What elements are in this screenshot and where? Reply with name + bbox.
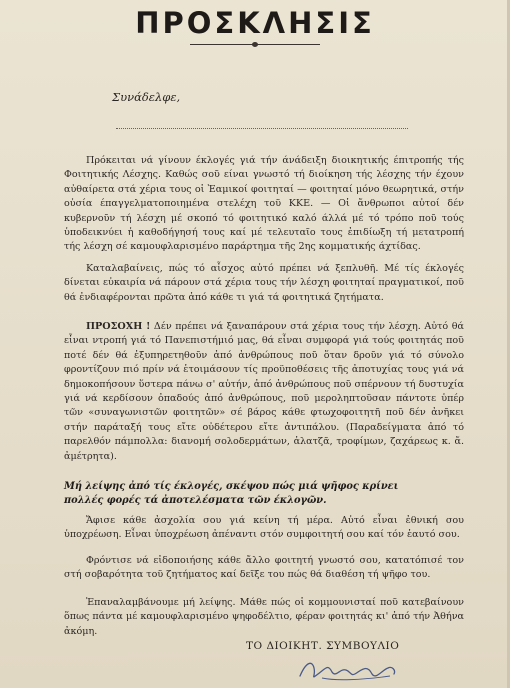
signoff: ΤΟ ΔΙΟΙΚΗΤ. ΣΥΜΒΟΥΛΙΟ: [246, 640, 400, 652]
paragraph-1: [64, 154, 464, 261]
dotted-fill-line: [116, 128, 408, 129]
page-title: ΠΡΟΣΚΛΗΣΙΣ: [135, 6, 375, 40]
notice-paragraph: [64, 320, 464, 470]
notice-lead: ΠΡΟΣΟΧΗ !: [86, 321, 151, 332]
salutation: Συνάδελφε,: [112, 90, 181, 104]
paragraph-2: [64, 262, 464, 311]
paragraph-5: [64, 554, 464, 589]
paragraph-4-text: Ἄφισε κάθε ἀσχολία σου γιά κείνη τή μέρα. Αὐτό εἶναι ἐθνική σου ὑποχρέωση. Εἶναι ὑποχρέωση ἀπέναντι στόν συμφοιτητή σου καί τόν ἑαυτό σου.: [64, 515, 464, 541]
paragraph-5-text: Φρόντισε νά εἰδοποιήσης κάθε ἄλλο φοιτητή γνωστό σου, κατατόπισέ τον στή σοβαρότητα τοῦ ζητήματος καί δεῖξε του πώς θά διαθέση τή ψῆφο του.: [64, 555, 464, 581]
notice-text: Δέν πρέπει νά ξαναπάρουν στά χέρια τους τήν λέσχη. Αὐτό θά εἶναι ντροπή γιά τό Πανεπιστήμιό μας, θά εἶναι συμφορά γιά τούς φοιτητάς ποῦ ποτέ δέν θά ἐξυπηρετηθοῦν ἀπό ἀνθρώπους ποῦ ὅταν δροῦν γιά τό σύνολο φροντίζουν πιό πρίν νά ἑτοιμάσουν τίς προϋποθέσεις τῆς ἀποτυχίας τους γιά νά δημοκοπήσουν ὕστερα πάνω σ' αὐτήν, ἀπό ἀνθρώπους ποῦ σπέρνουν τή δυστυχία γιά νά κερδίσουν ὀπαδούς ἀπό ἀνθρώπους, ποῦ μεροληπτοῦσαν πάντοτε ὑπέρ τῶν «συναγωνιστῶν φοιτητῶν» σέ βάρος κάθε φτωχοφοιτητῆ ποῦ δέν ἀνῆκει στήν παράταξή τους εἴτε οὐδέτερου εἴτε ἀντιπάλου. (Παραδείγματα ἀπό τό παρελθόν πάμπολλα: διανομή σολοδερμάτων, ἀλατζᾶ, τροφίμων, ζαχάρεως κ. ἄ. ἀμέτρητα).: [64, 321, 464, 462]
emphasis-line-2: πολλές φορές τά ἀποτελέσματα τῶν έκλογῶν.: [64, 495, 327, 507]
paragraph-2-text: Καταλαβαίνεις, πώς τό αἶσχος αὐτό πρέπει νά ξεπλυθῆ. Μέ τίς έκλογές δίνεται εὐκαιρία νά πάρουν στά χέρια τους τήν λέσχη φοιτηταί πραγματικοί, ποῦ θά ἐνδιαφέρονται πρῶτα ἀπό κάθε τι γιά τά φοιτητικά ζητήματα.: [64, 263, 464, 303]
emphasis-line-1: Μή λείψης ἀπό τίς έκλογές, σκέψου πώς μιά ψῆφος κρίνει: [64, 481, 399, 492]
paragraph-6: [64, 596, 464, 645]
title-ornament: [190, 42, 320, 48]
paragraph-6-text: Ἐπαναλαμβάνουμε μή λείψης. Μάθε πώς οἱ κομμουνισταί ποῦ κατεβαίνουν ὅπως πάντα μέ καμουφλαρισμένο ψηφοδέλτιο, φέραν φοιτητάς κι' ἀπό τήν Ἀθήνα ἀκόμη.: [64, 597, 464, 637]
handwritten-signature: [292, 654, 402, 684]
paragraph-4: [64, 514, 464, 549]
emphasis-block: [64, 480, 464, 509]
paragraph-1-text: Πρόκειται νά γίνουν έκλογές γιά τήν άνάδειξη διοικητικής έπιτροπής τής Φοιτητικής Λέσχης. Καθώς σοῦ είναι γνωστό τή διοίκηση τής λέσχης τήν έχουν αὐθαίρετα στά χέρια τους οἱ Ἐαμικοί φοιτηταί — φοιτηταί μόνο θεωρητικά, στήν οὐσία έπαγγελματοποιημένα στελέχη τοῦ ΚΚΕ. — Οἱ ἄνθρωποι αὐτοί δέν κυβερνοῦν τή λέσχη μέ σκοπό τό φοιτητικό καλό άλλά μέ τό τρόπο ποῦ τούς ὑποδεικνύει ἡ καθοδήγησή τους καί μέ τελευταῖο τους ἐπιδίωξη τή μετατροπή τής λέσχη σέ καμουφλαρισμένο παράρτημα τῆς 2ης κομματικής άχτίδας.: [64, 155, 464, 253]
